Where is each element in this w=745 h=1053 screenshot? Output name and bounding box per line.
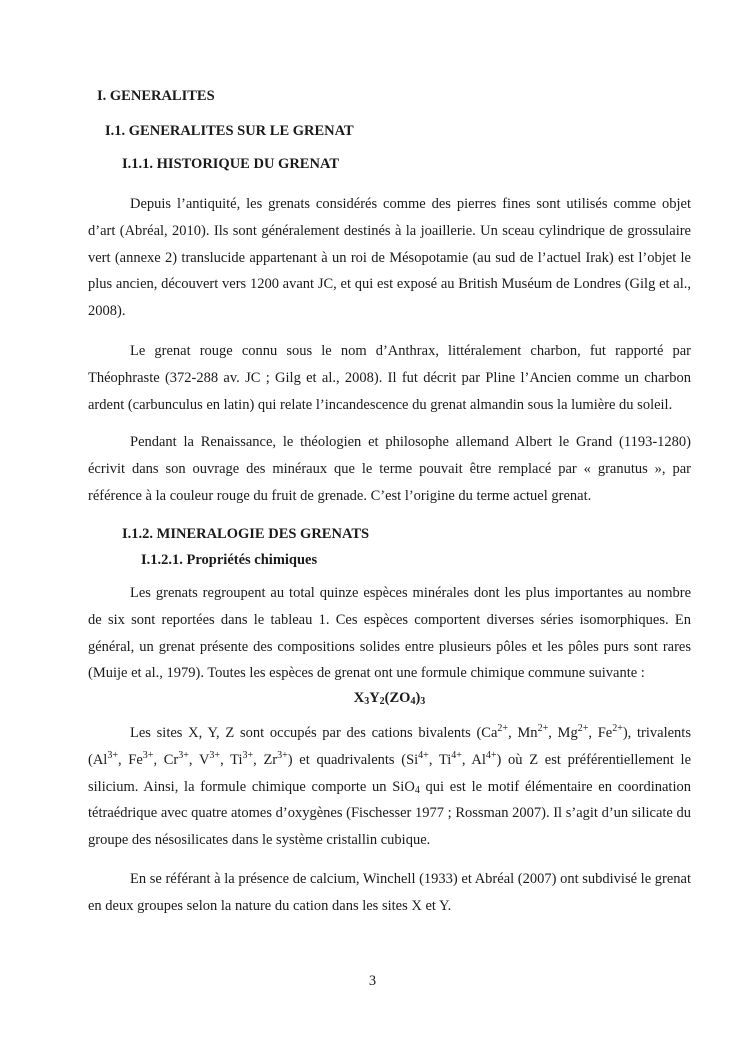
subsubsection-heading-historique: I.1.1. HISTORIQUE DU GRENAT [122, 156, 340, 172]
paragraph-anthrax: Le grenat rouge connu sous le nom d’Anthrax, littéralement charbon, fut rapporté par Théophraste (372-288 av. JC ; Gilg et al., 2008). Il fut décrit par Pline l’Ancien comme un charbon ardent (carbunculus en latin) qui relate l’incandescence du grenat almandin sous la lumière du soleil. [88, 343, 691, 413]
paragraph-cation-sites: Les sites X, Y, Z sont occupés par des cations bivalents ($Ca^{2+}$, $Mn^{2+}$, $Mg^{2+}$, $Fe^{2+}$), trivalents ($Al^{3+}$, $Fe^{3+}$, $Cr^{3+}$, $V^{3+}$, $Ti^{3+}$, $Zr^{3+}$) et quadrivalents ($Si^{4+}$, $Ti^{4+}$, $Al^{4+}$) où Z est préférentiellement le silicium. Ainsi, la formule chimique comporte un SiO$_4$ qui est le motif élémentaire en coordination tétraédrique avec quatre atomes d’oxygènes (Fischesser 1977 ; Rossman 2007). Il s’agit d’un silicate du groupe des nésosilicates dans le système cristallin cubique. [88, 723, 692, 849]
subsection-heading-grenat: I.1. GENERALITES SUR LE GRENAT [105, 123, 354, 139]
paragraph-antiquity: Depuis l’antiquité, les grenats considérés comme des pierres fines sont utilisés comme objet d’art (Abréal, 2010). Ils sont généralement destinés à la joaillerie. Un sceau cylindrique de grossulaire vert (annexe 2) translucide appartenant à un roi de Mésopotamie (au sud de l’actuel Irak) est l’objet le plus ancien, découvert vers 1200 avant JC, et qui est exposé au British Muséum de Londres (Gilg et al., 2008). [88, 196, 691, 320]
subsubsection-heading-mineralogie: I.1.2. MINERALOGIE DES GRENATS [122, 526, 370, 542]
paragraph-calcium-groups: En se référant à la présence de calcium, Winchell (1933) et Abréal (2007) ont subdivisé le grenat en deux groupes selon la nature du cation dans les sites X et Y. [88, 871, 691, 914]
paragraph-renaissance: Pendant la Renaissance, le théologien et philosophe allemand Albert le Grand (1193-1280) écrivit dans son ouvrage des minéraux que le terme pouvait être remplacé par « granutus », par référence à la couleur rouge du fruit de grenade. C’est l’origine du terme actuel grenat. [88, 434, 691, 504]
subsubsubsection-heading-proprietes: I.1.2.1. Propriétés chimiques [141, 552, 318, 568]
paragraph-species: Les grenats regroupent au total quinze espèces minérales dont les plus importantes au nombre de six sont reportées dans le tableau 1. Ces espèces comportent diverses séries isomorphiques. En général, un grenat présente des compositions solides entre plusieurs pôles et les pôles purs sont rares (Muije et al., 1979). Toutes les espèces de grenat ont une formule chimique commune suivante : [88, 585, 691, 682]
section-heading-generalites: I. GENERALITES [97, 88, 215, 104]
page-number: 3 [368, 973, 377, 989]
chemical-formula: $X_3Y_2(ZO_4)_3$ [353, 690, 426, 707]
